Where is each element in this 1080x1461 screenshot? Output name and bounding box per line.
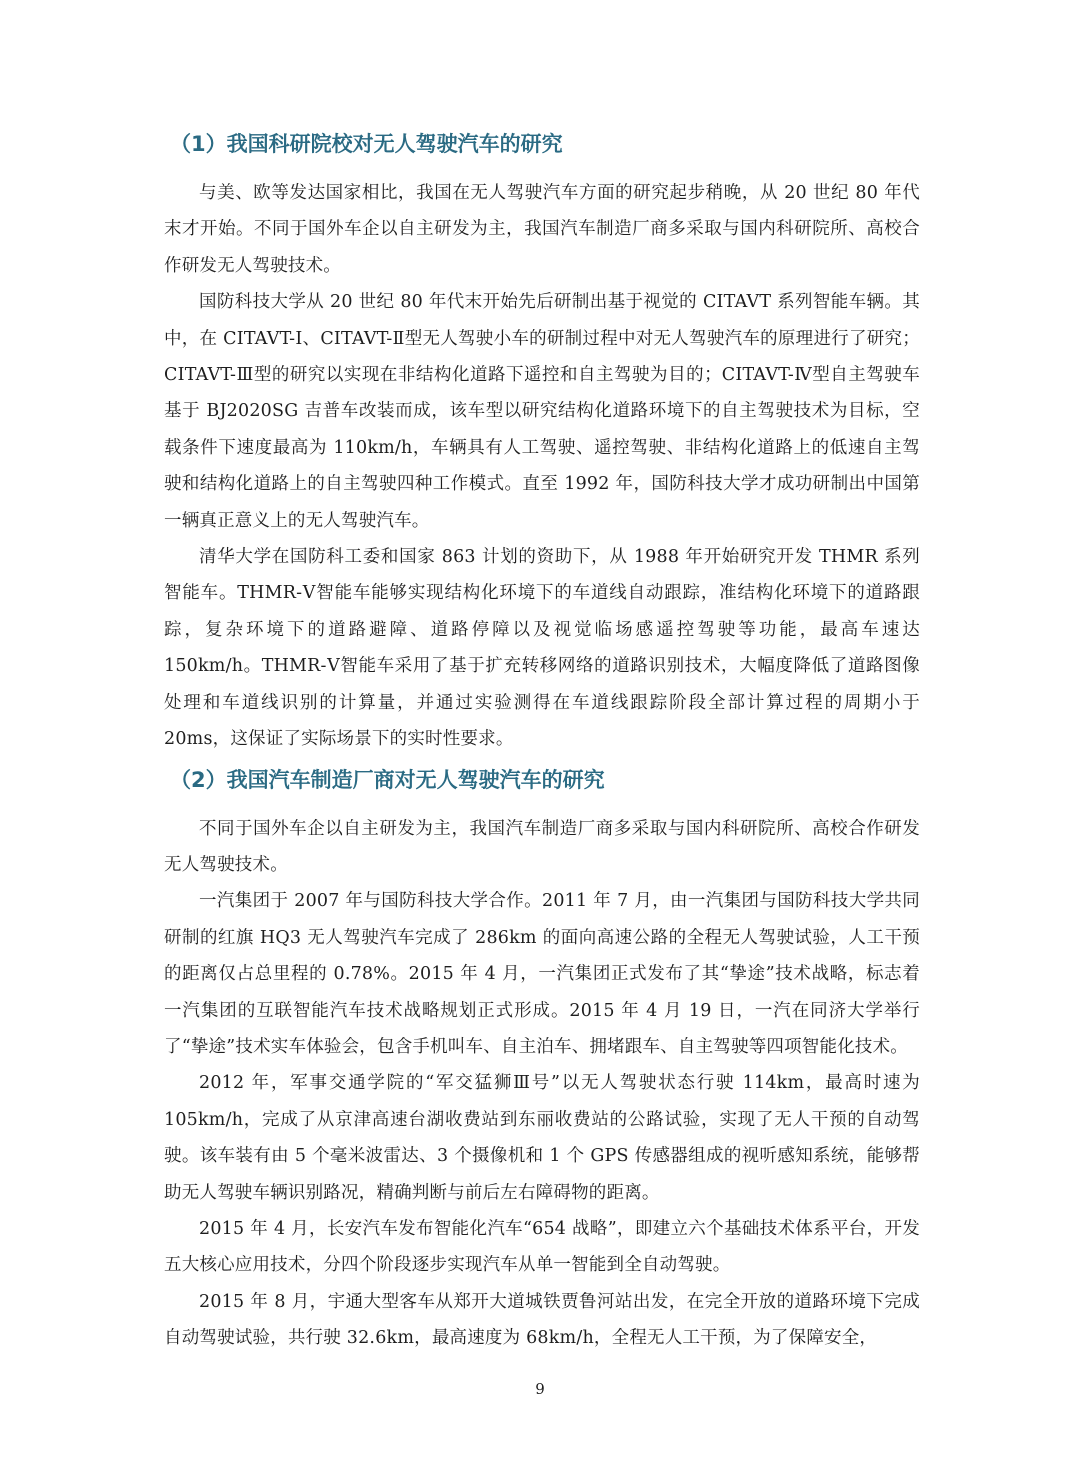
section-2-paragraph-3: 2012 年，军事交通学院的“军交猛狮Ⅲ号”以无人驾驶状态行驶 114km，最高时速为 105km/h，完成了从京津高速台湖收费站到东丽收费站的公路试验，实现了无人干预的自动驾驶。该车装有由 5 个毫米波雷达、3 个摄像机和 1 个 GPS 传感器组成的视听感知系统，能够帮助无人驾驶车辆识别路况，精确判断与前后左右障碍物的距离。	[164, 1073, 920, 1203]
section-1-heading: （1）我国科研院校对无人驾驶汽车的研究	[170, 132, 563, 156]
section-2-heading: （2）我国汽车制造厂商对无人驾驶汽车的研究	[170, 767, 605, 792]
section-2-paragraph-1: 不同于国外车企以自主研发为主，我国汽车制造厂商多采取与国内科研院所、高校合作研发无人驾驶技术。	[164, 818, 920, 875]
section-1-paragraph-3: 清华大学在国防科工委和国家 863 计划的资助下，从 1988 年开始研究开发 THMR 系列智能车。THMR-Ⅴ智能车能够实现结构化环境下的车道线自动跟踪，准结构化环境下的道路跟踪，复杂环境下的道路避障、道路停障以及视觉临场感遥控驾驶等功能，最高车速达 150km/h。THMR-Ⅴ智能车采用了基于扩充转移网络的道路识别技术，大幅度降低了道路图像处理和车道线识别的计算量，并通过实验测得在车道线跟踪阶段全部计算过程的周期小于 20ms，这保证了实际场景下的实时性要求。	[164, 547, 920, 750]
section-2-paragraph-4: 2015 年 4 月，长安汽车发布智能化汽车“654 战略”，即建立六个基础技术体系平台，开发五大核心应用技术，分四个阶段逐步实现汽车从单一智能到全自动驾驶。	[164, 1218, 920, 1276]
page-content	[164, 126, 920, 1357]
section-2-paragraph-2: 一汽集团于 2007 年与国防科技大学合作。2011 年 7 月，由一汽集团与国防科技大学共同研制的红旗 HQ3 无人驾驶汽车完成了 286km 的面向高速公路的全程无人驾驶试验，人工干预的距离仅占总里程的 0.78%。2015 年 4 月，一汽集团正式发布了其“挚途”技术战略，标志着一汽集团的互联智能汽车技术战略规划正式形成。2015 年 4 月 19 日，一汽在同济大学举行了“挚途”技术实车体验会，包含手机叫车、自主泊车、拥堵跟车、自主驾驶等四项智能化技术。	[164, 891, 920, 1057]
section-1-paragraph-1: 与美、欧等发达国家相比，我国在无人驾驶汽车方面的研究起步稍晚，从 20 世纪 80 年代末才开始。不同于国外车企以自主研发为主，我国汽车制造厂商多采取与国内科研院所、高校合作研发无人驾驶技术。	[164, 183, 920, 276]
section-2-paragraph-5: 2015 年 8 月，宇通大型客车从郑开大道城铁贾鲁河站出发，在完全开放的道路环境下完成自动驾驶试验，共行驶 32.6km，最高速度为 68km/h，全程无人工干预，为了保障安全，	[164, 1291, 920, 1349]
page-number: 9	[535, 1380, 545, 1398]
section-1-paragraph-2: 国防科技大学从 20 世纪 80 年代末开始先后研制出基于视觉的 CITAVT 系列智能车辆。其中，在 CITAVT-Ⅰ、CITAVT-Ⅱ型无人驾驶小车的研制过程中对无人驾驶汽车的原理进行了研究；CITAVT-Ⅲ型的研究以实现在非结构化道路下遥控和自主驾驶为目的；CITAVT-Ⅳ型自主驾驶车基于 BJ2020SG 吉普车改装而成，该车型以研究结构化道路环境下的自主驾驶技术为目标，空载条件下速度最高为 110km/h，车辆具有人工驾驶、遥控驾驶、非结构化道路上的低速自主驾驶和结构化道路上的自主驾驶四种工作模式。直至 1992 年，国防科技大学才成功研制出中国第一辆真正意义上的无人驾驶汽车。	[164, 292, 920, 531]
